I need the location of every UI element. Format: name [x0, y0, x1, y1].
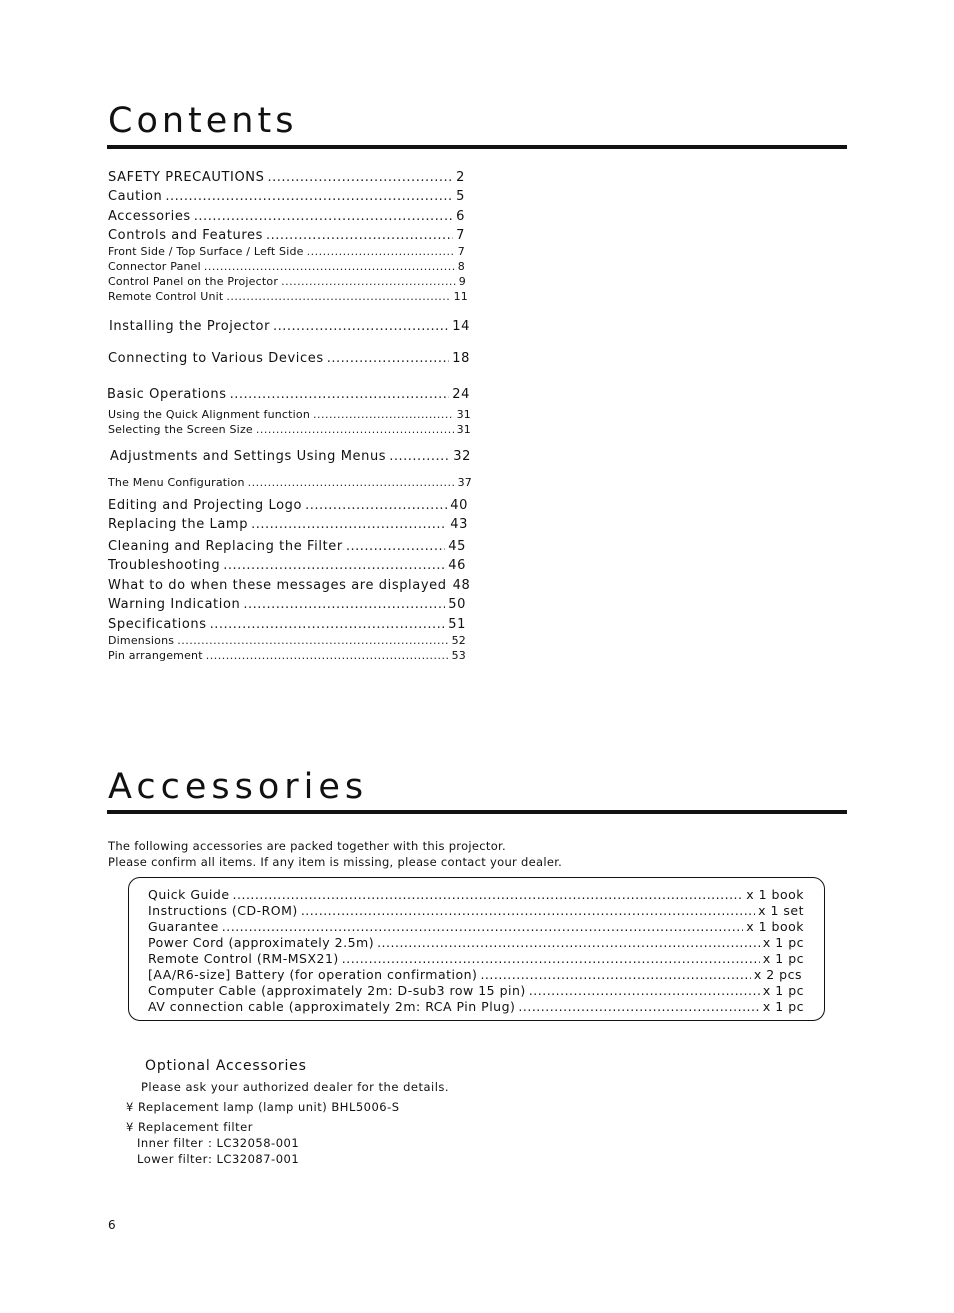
replacement-filter-item: ¥ Replacement filter [126, 1120, 253, 1134]
dot-leader [305, 498, 447, 513]
inner-filter-code: : LC32058-001 [208, 1136, 300, 1150]
dot-leader [281, 275, 456, 288]
dot-leader [165, 189, 453, 204]
page-number: 6 [108, 1218, 116, 1232]
optional-accessories-note: Please ask your authorized dealer for the details. [141, 1080, 450, 1094]
toc-entry-page: 37 [457, 476, 472, 489]
accessory-qty: x 1 pc [762, 951, 804, 966]
accessory-name: Computer Cable (approximately 2m: D-sub3 row 15 pin) [148, 983, 526, 998]
accessory-name: Remote Control (RM-MSX21) [148, 951, 339, 966]
toc-entry-title: Pin arrangement [108, 649, 203, 662]
toc-entry[interactable] [109, 319, 470, 334]
dot-leader [256, 423, 454, 436]
toc-entry-page: 31 [456, 408, 471, 421]
dot-leader [346, 539, 445, 554]
toc-entry[interactable] [108, 517, 468, 532]
toc-entry-title: Basic Operations [107, 387, 227, 402]
toc-subentry[interactable] [108, 649, 466, 662]
toc-entry[interactable] [108, 578, 471, 593]
toc-entry[interactable] [108, 351, 470, 366]
toc-entry-page: 11 [453, 290, 468, 303]
dot-leader [206, 649, 449, 662]
accessory-item [148, 967, 802, 982]
toc-entry-page: 46 [448, 558, 466, 573]
dot-leader [248, 476, 455, 489]
accessory-name: AV connection cable (approximately 2m: RCA Pin Plug) [148, 999, 516, 1014]
accessory-qty: x 1 pc [762, 983, 804, 998]
dot-leader [243, 597, 445, 612]
accessory-qty: x 1 pc [762, 999, 804, 1014]
dot-leader [377, 935, 760, 950]
dot-leader [307, 245, 455, 258]
toc-entry[interactable] [110, 449, 471, 464]
dot-leader [204, 260, 455, 273]
toc-entry[interactable] [108, 189, 465, 204]
toc-entry-page: 48 [452, 578, 471, 593]
replacement-lamp-item: ¥ Replacement lamp (lamp unit) BHL5006-S [126, 1100, 400, 1114]
toc-entry[interactable] [108, 228, 465, 243]
accessory-item [148, 887, 804, 902]
dot-leader [266, 228, 453, 243]
toc-entry-page: 40 [450, 498, 468, 513]
toc-entry-page: 32 [453, 449, 471, 464]
toc-entry-page: 45 [448, 539, 466, 554]
dot-leader [342, 951, 760, 966]
accessory-name: Quick Guide [148, 887, 230, 902]
toc-entry[interactable] [108, 597, 466, 612]
toc-subentry[interactable] [108, 260, 465, 273]
dot-leader [301, 903, 755, 918]
toc-subentry[interactable] [108, 245, 465, 258]
toc-entry-title: Using the Quick Alignment function [108, 408, 311, 421]
dot-leader [222, 919, 743, 934]
toc-entry-title: Troubleshooting [108, 558, 221, 573]
accessories-divider [107, 810, 847, 814]
toc-entry[interactable] [108, 558, 466, 573]
dot-leader [233, 887, 744, 902]
dot-leader [480, 967, 750, 982]
toc-entry-page: 9 [458, 275, 466, 288]
inner-filter-label: Inner filter [137, 1136, 204, 1150]
toc-entry-title: Accessories [108, 209, 191, 224]
toc-entry[interactable] [108, 539, 466, 554]
accessory-item [148, 999, 804, 1014]
toc-entry-title: Front Side / Top Surface / Left Side [108, 245, 304, 258]
accessory-name: Power Cord (approximately 2.5m) [148, 935, 375, 950]
toc-entry-page: 6 [456, 209, 465, 224]
toc-entry-page: 5 [456, 189, 465, 204]
toc-entry-page: 53 [451, 649, 466, 662]
toc-entry-title: Connector Panel [108, 260, 201, 273]
accessory-item [148, 983, 804, 998]
dot-leader [327, 351, 450, 366]
toc-entry-page: 7 [457, 245, 465, 258]
toc-entry-page: 50 [448, 597, 466, 612]
toc-entry-title: Remote Control Unit [108, 290, 224, 303]
toc-entry-title: Connecting to Various Devices [108, 351, 324, 366]
dot-leader [194, 209, 453, 224]
toc-entry-page: 8 [457, 260, 465, 273]
optional-accessories-title: Optional Accessories [145, 1058, 307, 1074]
toc-entry-title: The Menu Configuration [108, 476, 245, 489]
contents-title: Contents [108, 101, 298, 141]
accessory-qty: x 1 pc [762, 935, 804, 950]
toc-entry-title: Warning Indication [108, 597, 241, 612]
accessory-name: Guarantee [148, 919, 219, 934]
toc-subentry[interactable] [108, 408, 471, 421]
dot-leader [230, 387, 450, 402]
toc-entry-page: 51 [448, 617, 466, 632]
accessory-item [148, 919, 804, 934]
toc-entry-title: Editing and Projecting Logo [108, 498, 303, 513]
lower-filter-code: : LC32087-001 [208, 1152, 300, 1166]
toc-entry-title: Dimensions [108, 634, 175, 647]
accessories-intro-line-2: Please confirm all items. If any item is missing, please contact your dealer. [108, 855, 563, 869]
dot-leader [518, 999, 759, 1014]
toc-entry-page: 52 [451, 634, 466, 647]
toc-entry-title: SAFETY PRECAUTIONS [108, 170, 265, 185]
dot-leader [177, 634, 448, 647]
toc-entry-title: Caution [108, 189, 163, 204]
accessory-qty: x 2 pcs [753, 967, 802, 982]
contents-divider [107, 145, 847, 149]
toc-subentry[interactable] [108, 423, 471, 436]
accessories-title: Accessories [108, 767, 369, 807]
accessory-qty: x 1 book [746, 887, 804, 902]
toc-entry[interactable] [108, 498, 468, 513]
toc-entry-title: Adjustments and Settings Using Menus [110, 449, 387, 464]
toc-entry-title: Selecting the Screen Size [108, 423, 253, 436]
lower-filter-label: Lower filter [137, 1152, 208, 1166]
accessory-item [148, 903, 804, 918]
dot-leader [389, 449, 450, 464]
toc-subentry[interactable] [108, 476, 472, 489]
toc-subentry[interactable] [108, 290, 468, 303]
dot-leader [210, 617, 446, 632]
toc-subentry[interactable] [108, 634, 466, 647]
toc-entry-title: What to do when these messages are displayed [108, 578, 447, 593]
toc-entry[interactable] [108, 170, 465, 185]
toc-entry-page: 2 [456, 170, 465, 185]
toc-entry-title: Controls and Features [108, 228, 263, 243]
dot-leader [529, 983, 760, 998]
accessory-name: [AA/R6-size] Battery (for operation confirmation) [148, 967, 478, 982]
toc-entry[interactable] [108, 209, 465, 224]
dot-leader [267, 170, 453, 185]
toc-entry-page: 14 [452, 319, 470, 334]
toc-entry-title: Cleaning and Replacing the Filter [108, 539, 343, 554]
toc-entry-title: Specifications [108, 617, 207, 632]
dot-leader [226, 290, 450, 303]
accessory-item [148, 935, 804, 950]
dot-leader [273, 319, 449, 334]
toc-entry-page: 7 [456, 228, 465, 243]
toc-entry-page: 43 [450, 517, 468, 532]
toc-subentry[interactable] [108, 275, 466, 288]
dot-leader [223, 558, 445, 573]
toc-entry-page: 24 [452, 387, 470, 402]
dot-leader [251, 517, 447, 532]
accessory-qty: x 1 book [746, 919, 804, 934]
toc-entry[interactable] [107, 387, 470, 402]
toc-entry-page: 18 [452, 351, 470, 366]
toc-entry-title: Control Panel on the Projector [108, 275, 279, 288]
toc-entry[interactable] [108, 617, 466, 632]
accessories-intro-line-1: The following accessories are packed together with this projector. [108, 839, 506, 853]
accessory-item [148, 951, 804, 966]
toc-entry-title: Replacing the Lamp [108, 517, 249, 532]
dot-leader [313, 408, 454, 421]
accessory-name: Instructions (CD-ROM) [148, 903, 298, 918]
toc-entry-page: 31 [456, 423, 471, 436]
accessory-qty: x 1 set [758, 903, 804, 918]
toc-entry-title: Installing the Projector [109, 319, 271, 334]
